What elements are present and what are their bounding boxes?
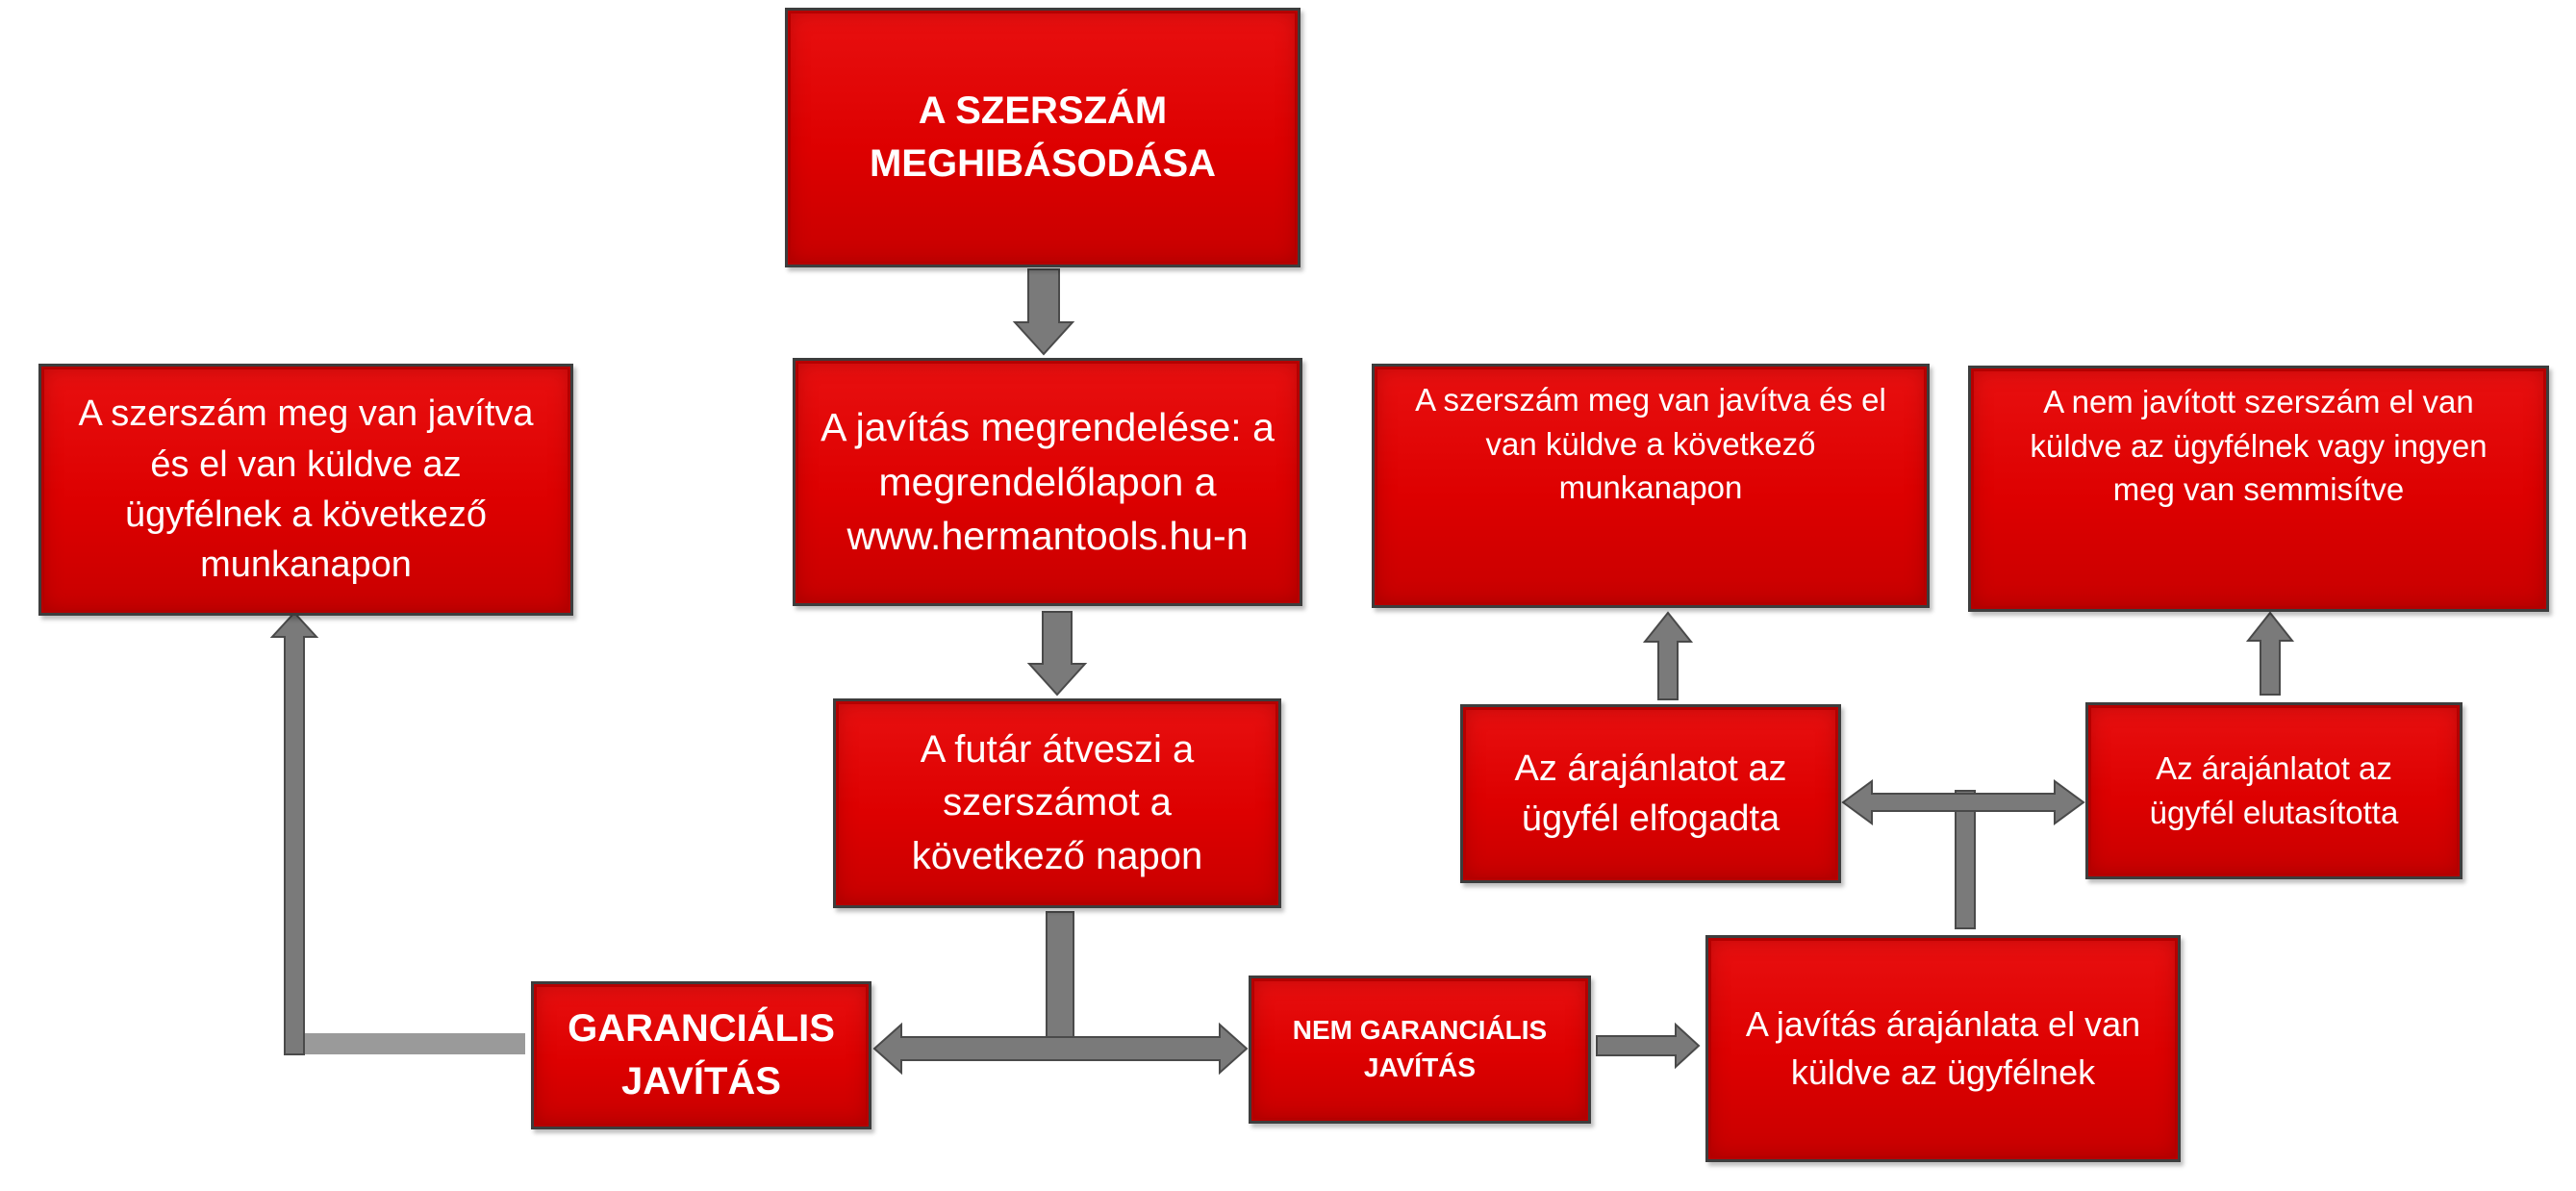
box-repair-order	[793, 358, 1302, 606]
box-quote-accepted-text: Az árajánlatot az ügyfél elfogadta	[1514, 748, 1787, 839]
box-courier-pickup-text: A futár átveszi a szerszámot a következő napon	[911, 728, 1203, 877]
box-not-repaired	[1968, 366, 2549, 612]
box-quote-accepted	[1460, 704, 1841, 883]
box-not-repaired-text: A nem javított szerszám el van küldve az ügyfélnek vagy ingyen meg van semmisítve	[2030, 384, 2488, 508]
box-quote-rejected	[2085, 702, 2462, 879]
arrow-up-accepted-to-repaired	[1645, 613, 1691, 699]
box-tool-failure-text: A SZERSZÁM MEGHIBÁSODÁSA	[869, 89, 1217, 185]
arrow-down-order-to-courier	[1029, 612, 1085, 695]
box-repair-order-text: A javítás megrendelése: a megrendelőlapon a www.hermantools.hu-n	[821, 405, 1275, 559]
box-repaired-sent-left-text: A szerszám meg van javítva és el van küldve az ügyfélnek a következő munkanapon	[78, 393, 534, 586]
box-repaired-sent-left	[38, 364, 573, 616]
box-quote-sent	[1705, 935, 2181, 1162]
box-warranty-repair	[531, 981, 871, 1129]
connector-warranty-horizontal	[285, 1033, 525, 1054]
box-repaired-sent-right-text: A szerszám meg van javítva és el van küldve a következő munkanapon	[1415, 382, 1886, 506]
box-warranty-repair-text: GARANCIÁLIS JAVÍTÁS	[568, 1006, 835, 1102]
box-quote-sent-text: A javítás árajánlata el van küldve az ügyfélnek	[1745, 1004, 2141, 1092]
box-tool-failure	[785, 8, 1301, 267]
arrow-down-failure-to-order	[1015, 269, 1073, 354]
arrow-up-rejected-to-notrepaired	[2248, 613, 2292, 695]
box-quote-rejected-text: Az árajánlatot az ügyfél elutasította	[2149, 750, 2399, 830]
box-non-warranty-repair-text: NEM GARANCIÁLIS JAVÍTÁS	[1292, 1015, 1548, 1082]
box-non-warranty-repair	[1249, 976, 1591, 1124]
arrow-up-warranty-to-repaired	[272, 613, 316, 1054]
box-courier-pickup	[833, 698, 1281, 908]
connector-courier-stem	[1047, 912, 1073, 1039]
box-repaired-sent-right	[1372, 364, 1930, 608]
arrow-right-nonwarranty-to-quote	[1597, 1025, 1699, 1067]
